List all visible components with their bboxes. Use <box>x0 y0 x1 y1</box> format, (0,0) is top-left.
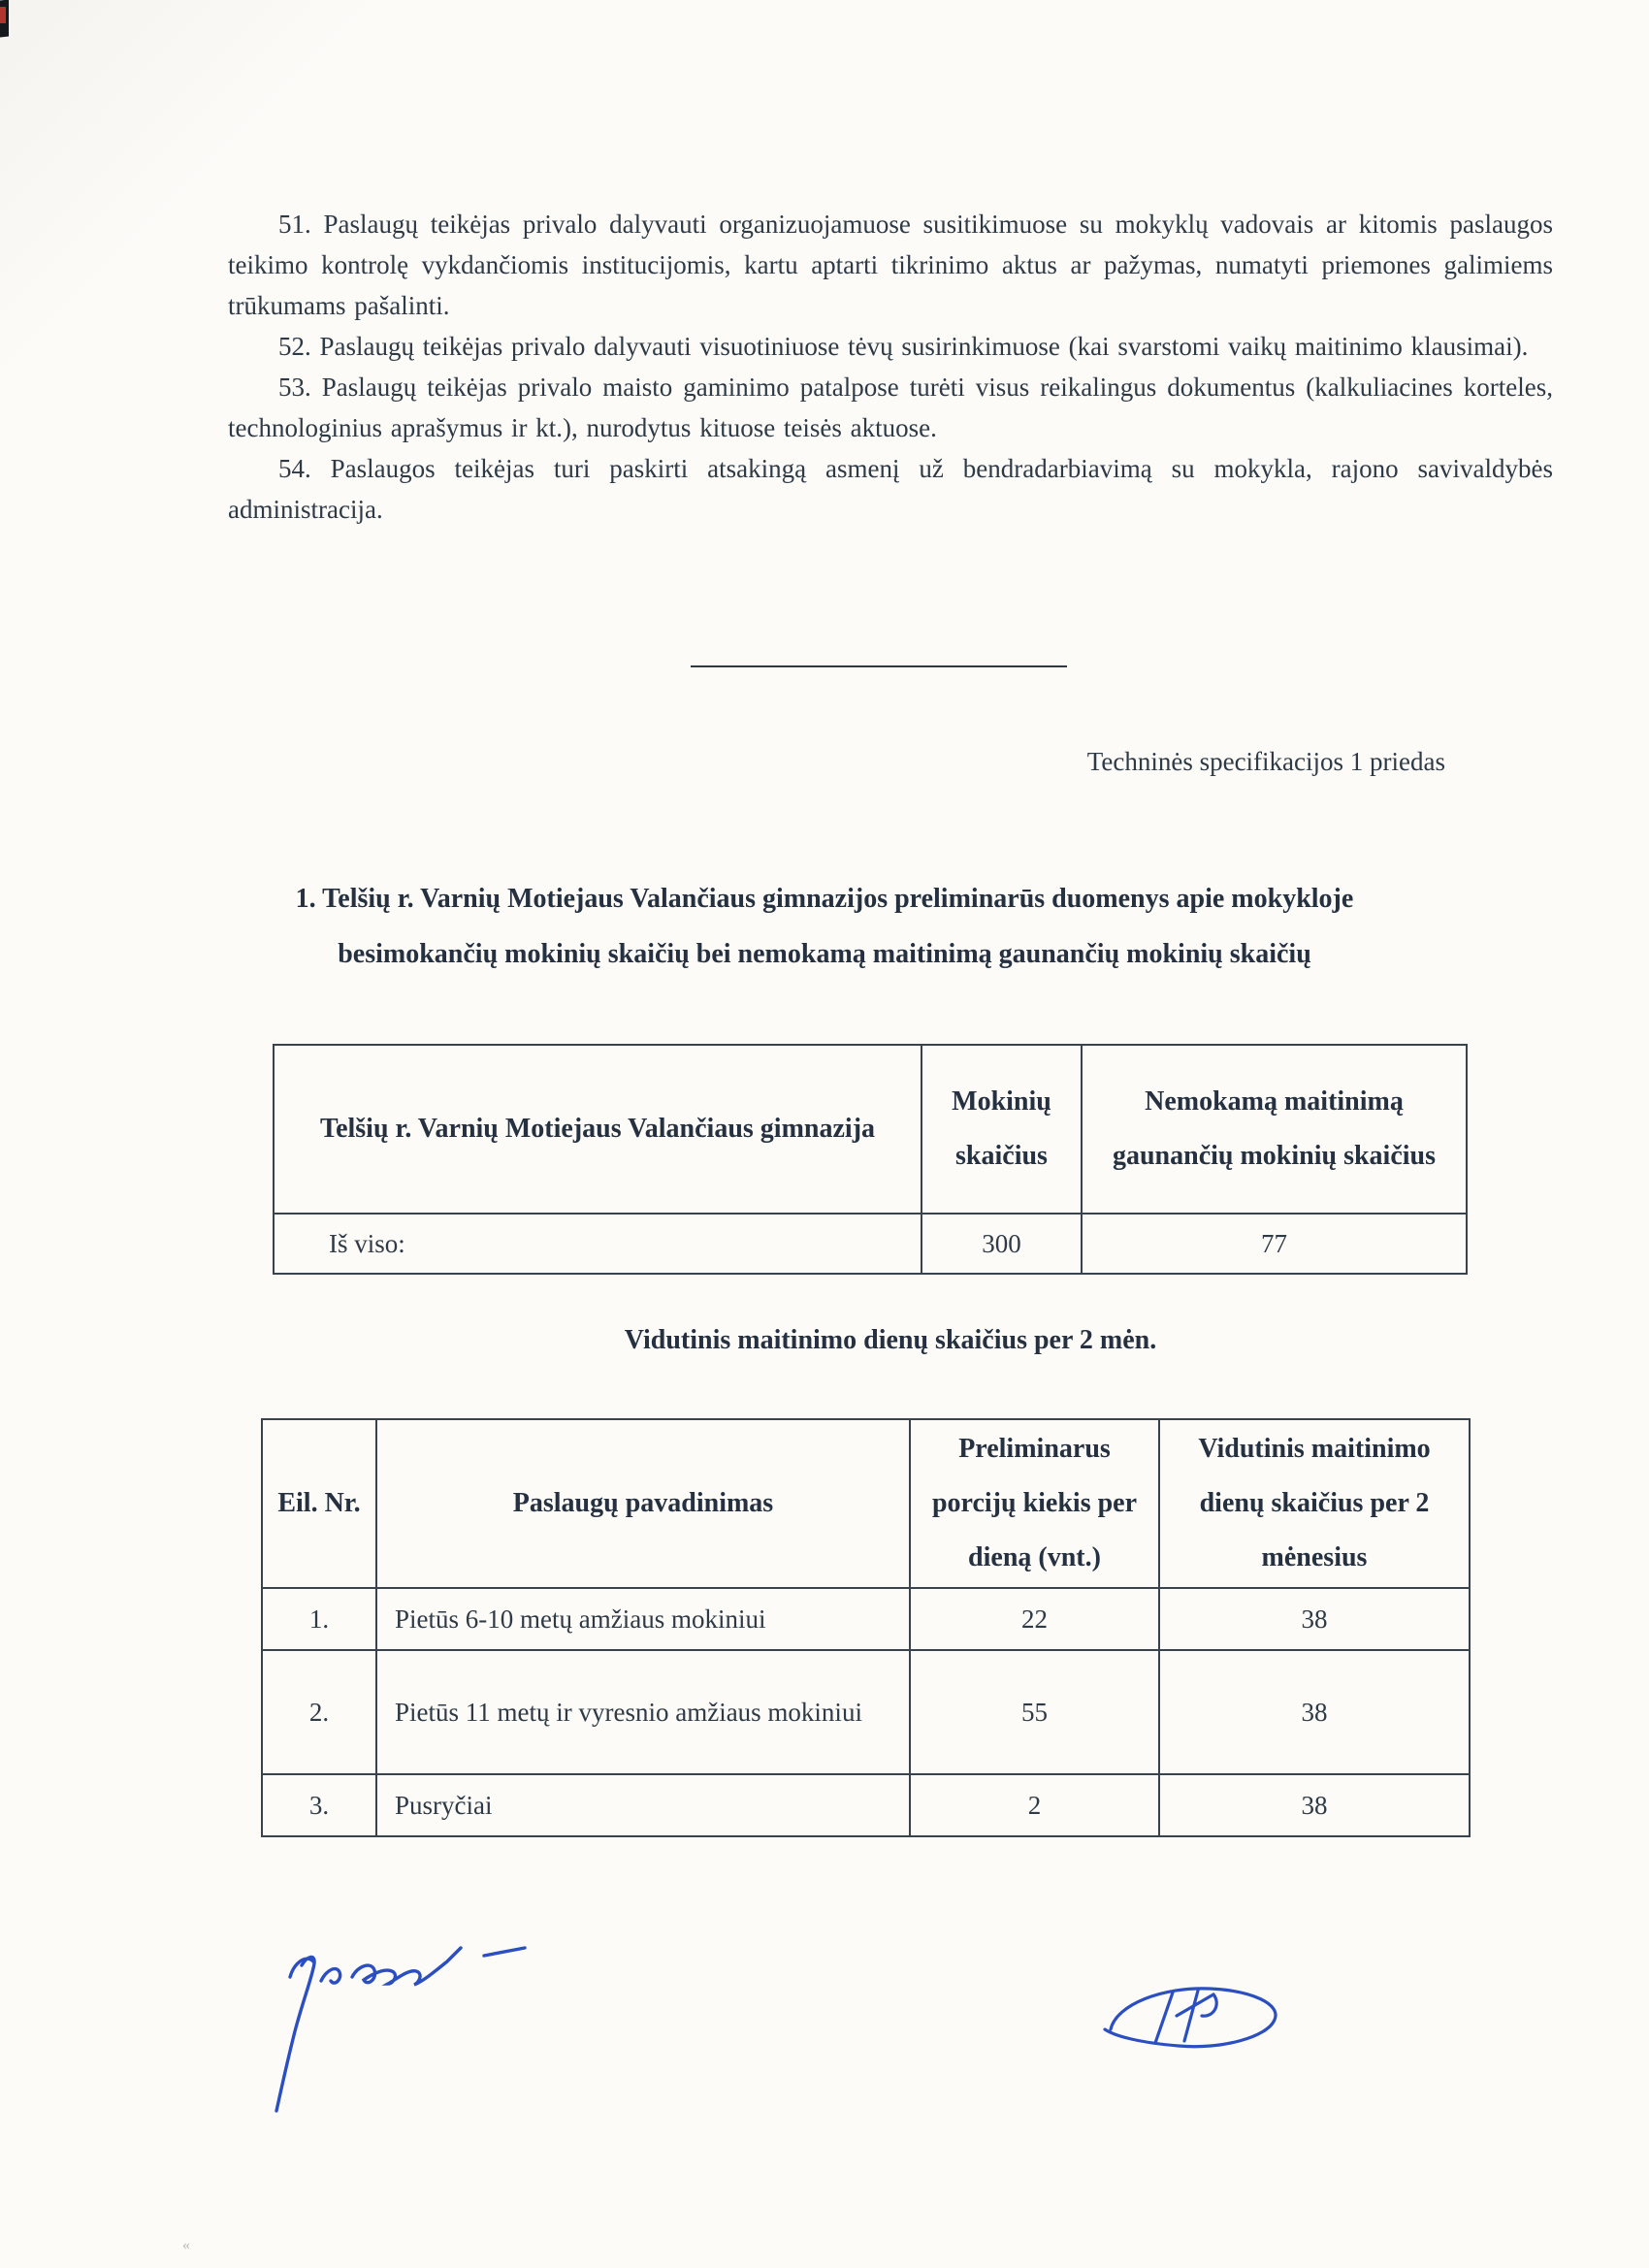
cell-portions-value: 2 <box>910 1774 1159 1836</box>
col-header-meal-days: Vidutinis maitinimo dienų skaičius per 2 mėnesius <box>1159 1419 1470 1588</box>
col-header-service-name: Paslaugų pavadinimas <box>376 1419 910 1588</box>
table-header-row <box>274 1045 1467 1214</box>
cell-total-label: Iš viso: <box>274 1214 922 1274</box>
table-row <box>274 1214 1467 1274</box>
paragraph-51: 51. Paslaugų teikėjas privalo dalyvauti organizuojamuose susitikimuose su mokyklų vadovais ar kitomis paslaugos teikimo kontrolę vykdančiomis institucijomis, kartu aptarti tikrinimo aktus ar pažymas, numatyti priemones galimiems trūkumams pašalinti. <box>228 210 1553 320</box>
cell-students-value: 300 <box>922 1214 1082 1274</box>
cell-row-number: 1. <box>262 1588 376 1650</box>
body-paragraphs <box>228 204 1553 530</box>
col-header-portions: Preliminarus porcijų kiekis per dieną (vnt.) <box>910 1419 1159 1588</box>
table-row <box>262 1588 1470 1650</box>
cell-meal-days-value: 38 <box>1159 1588 1470 1650</box>
section2-heading: Vidutinis maitinimo dienų skaičius per 2 mėn. <box>624 1325 1157 1355</box>
table-header-row <box>262 1419 1470 1588</box>
cell-portions-value: 22 <box>910 1588 1159 1650</box>
cell-service-name: Pusryčiai <box>376 1774 910 1836</box>
cell-meal-days-value: 38 <box>1159 1650 1470 1774</box>
signature-initials-right <box>1082 1960 1305 2076</box>
col-header-gymnasium: Telšių r. Varnių Motiejaus Valančiaus gimnazija <box>274 1045 922 1214</box>
table-row <box>262 1650 1470 1774</box>
scan-red-artifact <box>0 7 6 23</box>
paragraph-52: 52. Paslaugų teikėjas privalo dalyvauti visuotiniuose tėvų susirinkimuose (kai svarstomi vaikų maitinimo klausimai). <box>278 332 1529 361</box>
scan-speck-artifact: « <box>182 2237 190 2253</box>
cell-row-number: 3. <box>262 1774 376 1836</box>
cell-service-name: Pietūs 6-10 metų amžiaus mokiniui <box>376 1588 910 1650</box>
cell-row-number: 2. <box>262 1650 376 1774</box>
cell-meal-days-value: 38 <box>1159 1774 1470 1836</box>
table-average-meal-days <box>261 1418 1471 1837</box>
section1-heading: 1. Telšių r. Varnių Motiejaus Valančiaus gimnazijos preliminarūs duomenys apie mokykloje besimokančių mokinių skaičių bei nemokamą maitinimą gaunančių mokinių skaičių <box>295 884 1354 969</box>
table-row <box>262 1774 1470 1836</box>
col-header-students-count: Mokinių skaičius <box>922 1045 1082 1214</box>
cell-service-name: Pietūs 11 metų ir vyresnio amžiaus mokiniui <box>376 1650 910 1774</box>
annex-label: Techninės specifikacijos 1 priedas <box>1086 747 1445 776</box>
divider-line <box>691 665 1067 667</box>
col-header-free-meals-count: Nemokamą maitinimą gaunančių mokinių skaičius <box>1082 1045 1467 1214</box>
paragraph-53: 53. Paslaugų teikėjas privalo maisto gaminimo patalpose turėti visus reikalingus dokumentus (kalkuliacines korteles, technologinius aprašymus ir kt.), nurodytus kituose teisės aktuose. <box>228 373 1553 442</box>
col-header-number: Eil. Nr. <box>262 1419 376 1588</box>
paragraph-54: 54. Paslaugos teikėjas turi paskirti atsakingą asmenį už bendradarbiavimą su mokykla, rajono savivaldybės administracija. <box>228 454 1553 524</box>
table-preliminary-data <box>273 1044 1468 1275</box>
cell-portions-value: 55 <box>910 1650 1159 1774</box>
cell-free-meals-value: 77 <box>1082 1214 1467 1274</box>
signature-handwritten-left <box>238 1921 567 2124</box>
